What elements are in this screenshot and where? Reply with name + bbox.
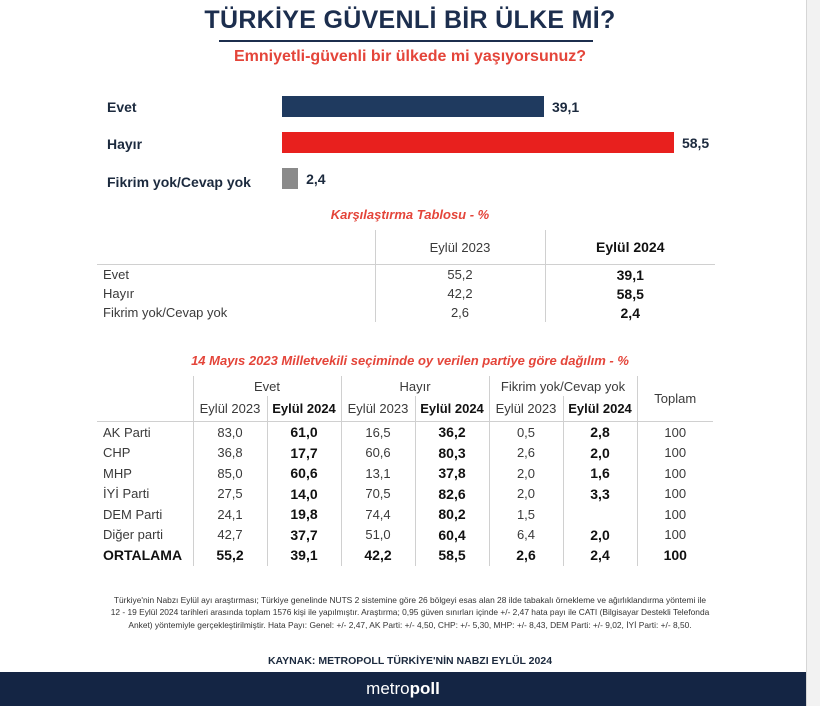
party-cell-2023: 83,0 [193,422,267,443]
comparison-row-label: Hayır [103,286,135,301]
party-row-label: ORTALAMA [103,547,183,564]
party-cell-2024: 80,3 [415,443,489,464]
party-cell-2023: 0,5 [489,422,563,443]
comparison-cell-2023: 42,2 [375,284,545,303]
comparison-header-2024: Eylül 2024 [545,230,715,265]
party-cell-2023: 1,5 [489,504,563,525]
party-row [97,443,713,464]
party-header-total: Toplam [637,376,713,422]
party-cell-2023: 70,5 [341,484,415,505]
bar-fikrim-yok [282,168,298,189]
party-group-evet: Evet [193,376,341,396]
metropoll-logo [0,679,806,699]
bar-label-fikrim-yok: Fikrim yok/Cevap yok [107,174,251,190]
party-row [97,422,713,443]
party-cell-2023: 60,6 [341,443,415,464]
party-subheader-2024: Eylül 2024 [563,396,637,422]
party-subheader-2023: Eylül 2023 [193,396,267,422]
party-cell-total: 100 [637,422,713,443]
party-row [97,525,713,546]
party-cell-total: 100 [637,463,713,484]
party-cell-2024: 61,0 [267,422,341,443]
party-cell-2023: 2,0 [489,463,563,484]
party-cell-total: 100 [637,545,713,566]
party-subheader-2024: Eylül 2024 [267,396,341,422]
party-cell-2023: 55,2 [193,545,267,566]
party-row-label: MHP [103,465,132,481]
party-cell-2024: 3,3 [563,484,637,505]
party-group-hayir: Hayır [341,376,489,396]
bar-value-hayir: 58,5 [681,135,710,151]
party-group-fikrim-yok: Fikrim yok/Cevap yok [489,376,637,396]
party-cell-2024: 36,2 [415,422,489,443]
party-cell-total: 100 [637,443,713,464]
chart-subtitle: Emniyetli-güvenli bir ülkede mi yaşıyorsunuz? [233,48,587,65]
comparison-row-label: Fikrim yok/Cevap yok [103,305,228,320]
comparison-row [97,265,715,285]
party-row [97,463,713,484]
party-cell-2024: 80,2 [415,504,489,525]
party-row-label: AK Parti [103,424,151,440]
party-cell-2024: 1,6 [563,463,637,484]
party-row-label: İYİ Parti [103,486,150,502]
party-subheader-2023: Eylül 2023 [489,396,563,422]
bar-label-hayir: Hayır [107,136,143,152]
party-row-label: CHP [103,445,131,461]
party-subheader-2023: Eylül 2023 [341,396,415,422]
party-cell-2023: 2,6 [489,545,563,566]
party-table-body [97,422,713,566]
party-cell-2024: 2,8 [563,422,637,443]
party-group-header-row [97,376,713,396]
party-cell-2023: 85,0 [193,463,267,484]
comparison-cell-2024: 39,1 [545,265,715,285]
party-cell-2024: 2,0 [563,525,637,546]
comparison-table [97,230,715,322]
party-cell-total: 100 [637,504,713,525]
comparison-cell-2023: 2,6 [375,303,545,322]
page-title: TÜRKİYE GÜVENLİ BİR ÜLKE Mİ? [204,6,616,34]
party-cell-2024: 17,7 [267,443,341,464]
comparison-header-2023: Eylül 2023 [375,230,545,265]
bar-value-fikrim-yok: 2,4 [306,171,326,187]
party-cell-2024: 58,5 [415,545,489,566]
party-row [97,484,713,505]
comparison-cell-2023: 55,2 [375,265,545,285]
party-subheader-2024: Eylül 2024 [415,396,489,422]
party-cell-total: 100 [637,525,713,546]
party-cell-2023: 6,4 [489,525,563,546]
comparison-cell-2024: 58,5 [545,284,715,303]
comparison-cell-2024: 2,4 [545,303,715,322]
party-cell-2024: 2,0 [563,443,637,464]
bar-evet [282,96,544,117]
methodology-note: Türkiye'nin Nabzı Eylül ayı araştırması; Türkiye genelinde NUTS 2 sistemine göre 26 bölgeyi esas alan 28 ilde tabakalı örnekleme ve ağırlıklandırma yöntemi ile 12 - 19 Eylül 2024 tarihleri arasında toplam 1576 kişi ile yapılmıştır. Araştırma; 0,95 güven sınırları içinde +/- 2,47 hata payı ile CATI (Bilgisayar Destekli Telefonda Anket) yöntemiyle gerçekleştirilmiştir. Hata Payı: Genel: +/- 2,47, AK Parti: +/- 4,50, CHP: +/- 5,30, MHP: +/- 8,43, DEM Parti: +/- 9,02, İYİ Parti: +/- 8,50. [110,595,710,630]
comparison-row [97,303,715,322]
party-cell-2024: 39,1 [267,545,341,566]
party-average-row [97,545,713,566]
party-cell-2024: 82,6 [415,484,489,505]
party-cell-total: 100 [637,484,713,505]
party-cell-2023: 27,5 [193,484,267,505]
party-cell-2024: 37,7 [267,525,341,546]
party-row [97,504,713,525]
party-cell-2023: 2,6 [489,443,563,464]
bar-value-evet: 39,1 [551,99,580,115]
party-cell-2023: 74,4 [341,504,415,525]
party-cell-2024 [563,504,637,525]
party-cell-2024: 60,6 [267,463,341,484]
party-cell-2024: 37,8 [415,463,489,484]
logo-part-1: metro [366,679,410,698]
party-cell-2023: 2,0 [489,484,563,505]
party-cell-2023: 42,2 [341,545,415,566]
party-row-label: DEM Parti [103,506,163,522]
comparison-header-row [97,230,715,265]
logo-part-2: poll [409,679,440,698]
party-cell-2024: 14,0 [267,484,341,505]
party-cell-2023: 36,8 [193,443,267,464]
source-line: KAYNAK: METROPOLL TÜRKİYE'NİN NABZI EYLÜL 2024 [267,655,553,667]
comparison-caption: Karşılaştırma Tablosu - % [330,207,490,222]
comparison-row [97,284,715,303]
party-cell-2023: 13,1 [341,463,415,484]
party-table [97,376,713,566]
bar-hayir [282,132,674,153]
bar-label-evet: Evet [107,99,137,115]
party-cell-2023: 42,7 [193,525,267,546]
comparison-row-label: Evet [103,267,130,282]
title-underline [219,40,593,42]
party-cell-2023: 16,5 [341,422,415,443]
party-cell-2024: 19,8 [267,504,341,525]
party-cell-2024: 60,4 [415,525,489,546]
comparison-header-empty [97,230,375,265]
party-cell-2024: 2,4 [563,545,637,566]
party-caption: 14 Mayıs 2023 Milletvekili seçiminde oy verilen partiye göre dağılım - % [191,353,629,368]
party-row-label: Diğer parti [103,527,163,543]
party-cell-2023: 51,0 [341,525,415,546]
party-header-empty [97,376,193,422]
party-cell-2023: 24,1 [193,504,267,525]
